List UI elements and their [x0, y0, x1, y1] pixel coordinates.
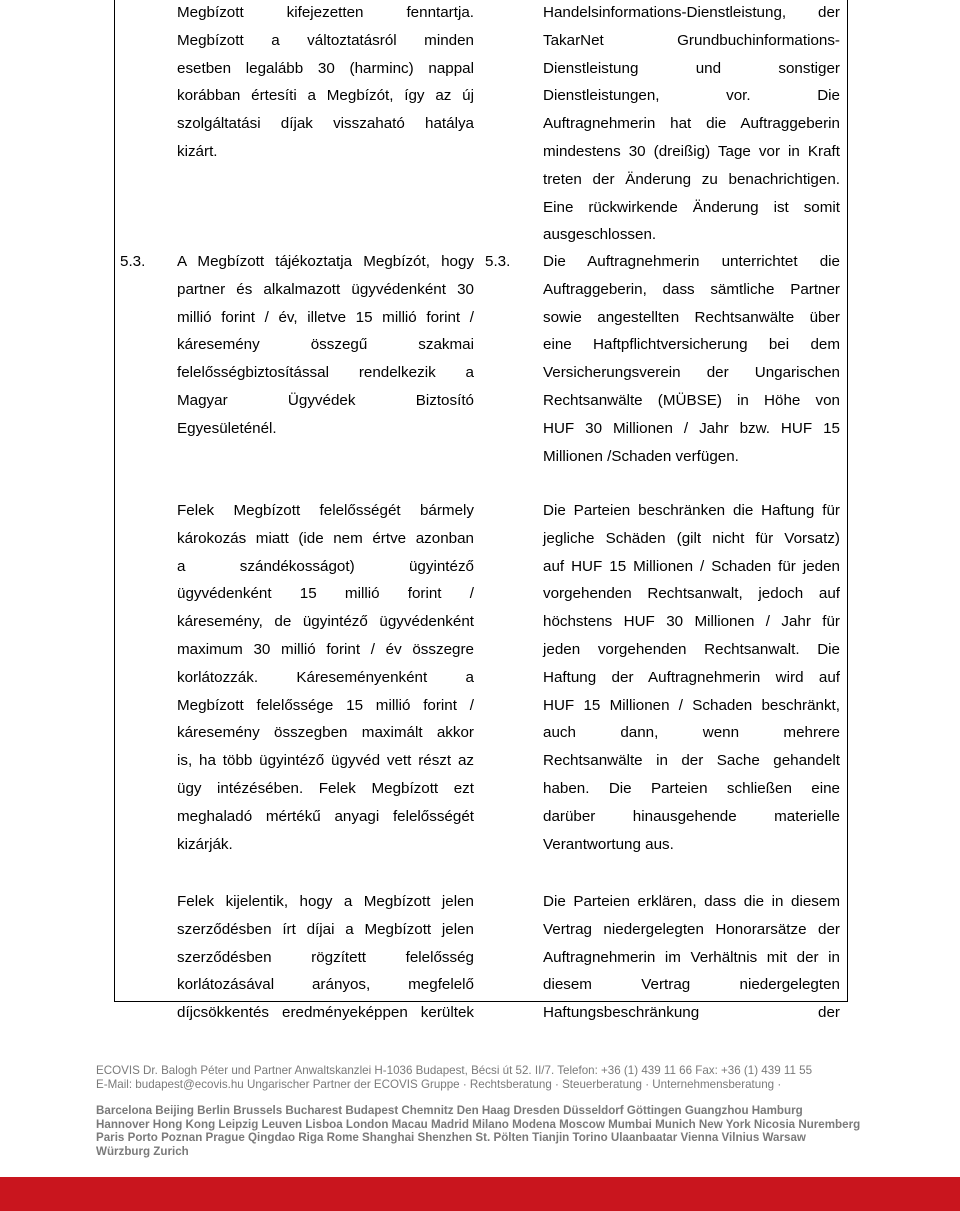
text-line: ausgeschlossen.	[543, 226, 657, 244]
footer-red-bar	[0, 1177, 960, 1211]
text-line: felelősségbiztosítással rendelkezik a	[177, 364, 474, 382]
text-line: Millionen /Schaden verfügen.	[543, 447, 739, 465]
text-line: Auftragnehmerin im Verhältnis mit der in	[543, 948, 840, 966]
cities-line: Barcelona Beijing Berlin Brussels Bucharest Budapest Chemnitz Den Haag Dresden Düsseldorf Göttingen Guangzhou Hamburg	[96, 1104, 803, 1117]
text-line: korlátozásával arányos, megfelelő	[177, 976, 474, 994]
text-line: esetben legalább 30 (harminc) nappal	[177, 59, 474, 77]
text-line: a szándékosságot) ügyintéző	[177, 557, 474, 575]
text-line: kizárt.	[177, 142, 218, 160]
footer-services-line: E-Mail: budapest@ecovis.hu Ungarischer Partner der ECOVIS Gruppe · Rechtsberatung · Steuerberatung · Unternehmensberatung ·	[96, 1078, 782, 1091]
text-line: mindestens 30 (dreißig) Tage vor in Kraft	[543, 142, 840, 160]
text-line: diesem Vertrag niedergelegten	[543, 976, 840, 994]
text-line: Haftung der Auftragnehmerin wird auf	[543, 668, 840, 686]
cities-line: Würzburg Zurich	[96, 1144, 189, 1158]
text-line: partner és alkalmazott ügyvédenként 30	[177, 280, 474, 298]
hu-paragraph-1	[177, 0, 474, 166]
text-line: höchstens HUF 30 Millionen / Jahr für	[543, 613, 840, 631]
text-line: Vertrag niedergelegten Honorarsätze der	[543, 920, 840, 938]
de-section-number: 5.3.	[485, 253, 511, 270]
text-line: Die Parteien beschränken die Haftung für	[543, 502, 840, 519]
text-line: Megbízott kifejezetten fenntartja.	[177, 4, 474, 21]
text-line: darüber hinausgehende materielle	[543, 807, 840, 825]
text-line: eine Haftpflichtversicherung bei dem	[543, 336, 840, 354]
text-line: TakarNet Grundbuchinformations-	[543, 31, 840, 49]
text-line: Rechtsanwälte in der Sache gehandelt	[543, 752, 840, 770]
text-line: Eine rückwirkende Änderung ist somit	[543, 198, 840, 216]
text-line: Auftraggeberin, dass sämtliche Partner	[543, 280, 840, 298]
hu-paragraph-fees	[177, 888, 474, 1027]
text-line: kizárják.	[177, 835, 233, 853]
text-line: treten der Änderung zu benachrichtigen.	[543, 170, 840, 188]
text-line: Versicherungsverein der Ungarischen	[543, 364, 840, 382]
text-line: káresemény összegben maximált akkor	[177, 724, 474, 742]
text-line: Egyesületénél.	[177, 419, 277, 437]
text-line: Haftungsbeschränkung der	[543, 1004, 840, 1022]
text-line: sowie angestellten Rechtsanwälte über	[543, 308, 840, 326]
footer-contact	[96, 1064, 896, 1092]
text-line: vorgehenden Rechtsanwalt, jedoch auf	[543, 585, 840, 603]
text-line: millió forint / év, illetve 15 millió forint /	[177, 308, 474, 326]
cities-line: Paris Porto Poznan Prague Qingdao Riga Rome Shanghai Shenzhen St. Pölten Tianjin Torino Ulaanbaatar Vienna Vilnius Warsaw	[96, 1131, 806, 1144]
text-line: Felek kijelentik, hogy a Megbízott jelen	[177, 893, 474, 910]
text-line: káresemény, de ügyintéző ügyvédenként	[177, 613, 474, 631]
text-line: szerződésben írt díjai a Megbízott jelen	[177, 920, 474, 938]
de-paragraph-fees	[543, 888, 840, 1027]
footer-cities	[96, 1104, 896, 1158]
cities-line: Hannover Hong Kong Leipzig Leuven Lisboa London Macau Madrid Milano Modena Moscow Mumbai Munich New York Nicosia Nuremberg	[96, 1117, 861, 1131]
text-line: Megbízott a változtatásról minden	[177, 31, 474, 49]
text-line: HUF 15 Millionen / Schaden beschränkt,	[543, 696, 840, 714]
text-line: korábban értesíti a Megbízót, így az új	[177, 87, 474, 105]
text-line: szerződésben rögzített felelősség	[177, 948, 474, 966]
text-line: ügy intézésében. Felek Megbízott ezt	[177, 779, 474, 797]
text-line: auch dann, wenn mehrere	[543, 724, 840, 742]
text-line: Rechtsanwälte (MÜBSE) in Höhe von	[543, 391, 840, 409]
text-line: ügyvédenként 15 millió forint /	[177, 585, 474, 603]
text-line: Die Auftragnehmerin unterrichtet die	[543, 253, 840, 270]
text-line: korlátozzák. Káreseményenként a	[177, 668, 474, 686]
text-line: Dienstleistung und sonstiger	[543, 59, 840, 77]
text-line: díjcsökkentés eredményeképpen kerültek	[177, 1004, 474, 1022]
footer-address-line: ECOVIS Dr. Balogh Péter und Partner Anwaltskanzlei H-1036 Budapest, Bécsi út 52. II/7. Telefon: +36 (1) 439 11 66 Fax: +36 (1) 439 11 55	[96, 1064, 813, 1077]
text-line: jeden vorgehenden Rechtsanwalt. Die	[543, 640, 840, 658]
text-line: haben. Die Parteien schließen eine	[543, 779, 840, 797]
text-line: Verantwortung aus.	[543, 835, 674, 853]
text-line: A Megbízott tájékoztatja Megbízót, hogy	[177, 253, 474, 270]
text-line: meghaladó mértékű anyagi felelősségét	[177, 807, 474, 825]
text-line: Magyar Ügyvédek Biztosító	[177, 391, 474, 409]
de-paragraph-liability	[543, 497, 840, 858]
text-line: is, ha több ügyintéző ügyvéd vett részt az	[177, 752, 474, 770]
text-line: káresemény összegű szakmai	[177, 336, 474, 354]
text-line: HUF 30 Millionen / Jahr bzw. HUF 15	[543, 419, 840, 437]
text-line: Dienstleistungen, vor. Die	[543, 87, 840, 105]
text-line: Megbízott felelőssége 15 millió forint /	[177, 696, 474, 714]
text-line: Handelsinformations-Dienstleistung, der	[543, 4, 840, 21]
text-line: jegliche Schäden (gilt nicht für Vorsatz)	[543, 529, 840, 547]
hu-section-number: 5.3.	[120, 253, 146, 270]
hu-paragraph-5-3	[177, 248, 474, 443]
text-line: szolgáltatási díjak visszaható hatálya	[177, 115, 474, 133]
hu-paragraph-liability	[177, 497, 474, 858]
de-paragraph-5-3	[543, 248, 840, 470]
text-line: auf HUF 15 Millionen / Schaden für jeden	[543, 557, 840, 575]
text-line: Die Parteien erklären, dass die in diesem	[543, 893, 840, 910]
text-line: Felek Megbízott felelősségét bármely	[177, 502, 474, 519]
text-line: maximum 30 millió forint / év összegre	[177, 640, 474, 658]
text-line: Auftragnehmerin hat die Auftraggeberin	[543, 115, 840, 133]
de-paragraph-1	[543, 0, 840, 249]
text-line: károkozás miatt (ide nem értve azonban	[177, 529, 474, 547]
